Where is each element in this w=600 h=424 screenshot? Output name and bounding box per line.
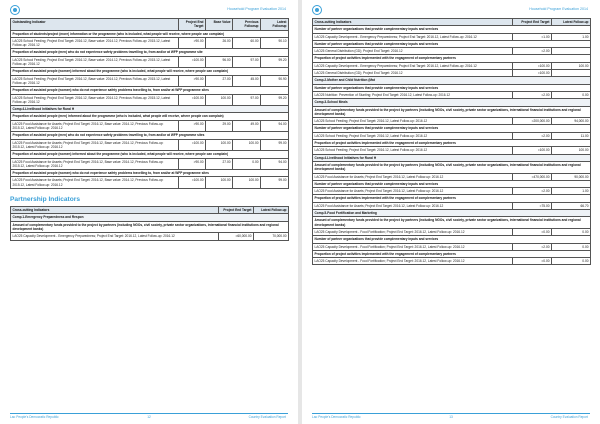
table-row [11,56,289,68]
value-cell: 1.00 [552,188,591,195]
value-cell: =200,000.00 [513,118,552,125]
value-cell: =0.00 [513,228,552,235]
value-cell: 100.00 [233,177,261,189]
table-row [313,202,591,209]
value-cell: 90.10 [261,37,289,49]
table-header-row [11,207,289,214]
table-row [313,40,591,47]
value-cell: =2.00 [513,132,552,139]
indicator-cell: Proportion of project activities implemented with the engagement of complementary partners [313,195,591,202]
data-source-cell: LAO25 Food Assistance for Assets; Project End Target: 2016.12, Latest Follow-up: 2016.12 [313,173,513,180]
data-source-cell: LAO25 Food Assistance for Assets; Project End Target: 2016.12, Latest Follow-up: 2016.12 [313,202,513,209]
right-page [302,0,600,424]
table-row [11,233,289,240]
data-source-cell: LAO25 Capacity Development - Emergency Preparedness; Project End Target: 2016.12, Latest Follow-up: 2016.12 [313,33,513,40]
indicator-cell: Proportion of project activities implemented with the engagement of complementary partners [313,140,591,147]
value-cell: =60,000.00 [219,233,254,240]
partnership-heading: Partnership Indicators [10,196,80,204]
value-cell: 0.00 [552,258,591,265]
value-cell: =2.00 [513,243,552,250]
indicator-cell: Proportion of assisted people (women) informed about the programme (who is included, what people will receive, where people can complain) [11,151,289,158]
value-cell: 99.00 [261,177,289,189]
table-row [11,68,289,75]
footer-org: Lao People's Democratic Republic [10,415,59,419]
value-cell: 0.00 [552,228,591,235]
wfp-logo-icon [10,5,20,15]
table-body [11,214,289,240]
data-source-cell: LAO25 General Distribution (GD); Project End Target: 2016.12 [313,48,513,55]
table-row [313,62,591,69]
table-row [11,75,289,87]
value-cell: >90.00 [179,37,206,49]
page-number: 12 [147,415,151,419]
value-cell: 0.00 [233,158,261,170]
table-row [313,33,591,40]
column-header: Cross-cutting Indicators [11,207,219,214]
table-row [313,180,591,187]
table-row [313,140,591,147]
value-cell: 96.00 [206,56,233,68]
section-header-cell: Comp.5-Food Fortification and Marketing [313,210,591,217]
value-cell: 100.00 [233,139,261,151]
value-cell: 70,000.00 [254,233,289,240]
page-number: 13 [449,415,453,419]
value-cell: 99.20 [261,56,289,68]
value-cell: =100.00 [513,147,552,154]
left-content [10,18,288,241]
value-cell: =2.00 [513,91,552,98]
value-cell: 60.00 [233,37,261,49]
indicator-cell: Number of partner organizations that provide complementary inputs and services [313,236,591,243]
value-cell: 100.00 [552,147,591,154]
footer-org: Lao People's Democratic Republic [312,415,361,419]
indicator-cell: Number of partner organizations that provide complementary inputs and services [313,40,591,47]
table-row [313,236,591,243]
value-cell: 94,000.00 [552,118,591,125]
left-page [0,0,298,424]
footer-doc: Country Evaluation Report [248,415,286,419]
value-cell: =1.00 [513,33,552,40]
section-header-cell: Comp.4-Livelihood Initiatives for Rural H [313,154,591,161]
table-row [313,228,591,235]
value-cell: 90.90 [261,75,289,87]
data-source-cell: LAO25 School Feeding; Project End Target: 2016.12, Base value: 2014.12, Previous Follow-up: 2015.12, Latest Follow-up: 2016.12 [11,75,179,87]
value-cell: 26.00 [206,37,233,49]
value-cell: 90,000.00 [552,173,591,180]
table-row [313,125,591,132]
table-row [313,55,591,62]
indicator-cell: Number of partner organizations that provide complementary inputs and services [313,84,591,91]
data-source-cell: LAO25 Capacity Development - Food Fortification; Project End Target: 2016.12, Latest Follow-up: 2016.12 [313,243,513,250]
header-title: Household Program Evaluation 2014 [227,7,286,11]
section-header-cell: Comp.3-School Meals [313,99,591,106]
value-cell: >90.00 [179,120,206,132]
table-row [11,94,289,106]
cross-cutting-indicators-table [312,18,591,265]
value-cell: =75.00 [513,202,552,209]
value-cell: 45.00 [233,75,261,87]
indicator-cell: Amount of complementary funds provided to the project by partners (including NGOs, civil society, private sector organizations, international financial institutions and regional development banks) [11,221,289,233]
column-header: Project End Target [513,19,552,26]
table-row [313,173,591,180]
table-header-row [11,19,289,31]
table-row [11,177,289,189]
indicator-cell: Proportion of project activities implemented with the engagement of complementary partners [313,55,591,62]
data-source-cell: LAO25 General Distribution (GD); Project End Target: 2016.12 [313,70,513,77]
table-row [313,210,591,217]
value-cell: =100.00 [513,70,552,77]
data-source-cell: LAO25 Food Assistance for Assets; Project End Target: 2016.12, Base value: 2014.12, Previous Follow-up: 2015.12, Latest Follow-up: 2016.12 [11,139,179,151]
indicator-cell: Number of partner organizations that provide complementary inputs and services [313,26,591,33]
column-header: Project End Target [219,207,254,214]
section-header-cell: Comp.4-Livelihood Initiatives for Rural H [11,106,289,113]
data-source-cell: LAO25 Food Assistance for Assets; Project End Target: 2016.12, Base value: 2014.12, Previous Follow-up: 2015.12, Latest Follow-up: 2016.12 [11,158,179,170]
value-cell: 49.00 [233,120,261,132]
value-cell: 97.00 [233,56,261,68]
column-header: Latest Follow-up [552,19,591,26]
table-body [313,26,591,265]
value-cell [552,70,591,77]
table-row [313,132,591,139]
table-row [313,99,591,106]
table-row [11,221,289,233]
column-header: Latest Follow-up [254,207,289,214]
table-row [313,77,591,84]
column-header: Base Value [206,19,233,31]
table-row [313,195,591,202]
data-source-cell: LAO25 Food Assistance for Assets; Project End Target: 2016.12, Base value: 2014.12, Previous Follow-up: 2015.12, Latest Follow-up: 2016.12 [11,120,179,132]
table-row [11,132,289,139]
table-row [313,250,591,257]
data-source-cell: LAO25 Nutrition: Prevention of Stunting; Project End Target: 2016.12, Latest Follow-up: 2016.12 [313,91,513,98]
table-row [11,49,289,56]
value-cell: 99.20 [261,94,289,106]
value-cell: 27.00 [206,158,233,170]
table-row [11,113,289,120]
table-row [313,48,591,55]
column-header: Latest Followup [261,19,289,31]
data-source-cell: LAO25 School Feeding; Project End Target: 2016.12, Base value: 2014.12, Previous Follow-up: 2015.12, Latest Follow-up: 2016.12 [11,94,179,106]
indicator-cell: Proportion of assisted people (men) who do not experience safety problems travelling to, from and/or at WFP programme site [11,49,289,56]
indicator-cell: Proportion of assisted people (women) who do not experience safety problems travelling to, from and/or at WFP programme sites [11,170,289,177]
outcome-indicators-table [10,18,289,189]
value-cell: =100.00 [513,62,552,69]
indicator-cell: Amount of complementary funds provided to the project by partners (including NGOs, civil society, private sector organizations, international financial institutions and regional development banks) [313,217,591,229]
value-cell: 99.00 [261,139,289,151]
value-cell: =100.00 [179,139,206,151]
table-row [313,243,591,250]
wfp-logo-icon [312,5,322,15]
value-cell: =470,000.00 [513,173,552,180]
value-cell: 100.00 [206,139,233,151]
value-cell: 66.70 [552,202,591,209]
table-row [11,106,289,113]
data-source-cell: LAO25 School Feeding; Project End Target: 2016.12, Latest Follow-up: 2016.12 [313,132,513,139]
table-row [11,158,289,170]
data-source-cell: LAO25 Capacity Development - Emergency Preparedness; Project End Target: 2016.12, Latest Follow-up: 2016.12 [11,233,219,240]
value-cell: 0.00 [552,243,591,250]
indicator-cell: Proportion of assisted people (women) who do not experience safety problems travelling to, from and/or at WFP programme sites [11,87,289,94]
right-content [312,18,590,265]
table-row [11,87,289,94]
indicator-cell: Amount of complementary funds provided to the project by partners (including NGOs, civil society, private sector organizations, international financial institutions and regional development banks) [313,161,591,173]
table-row [313,91,591,98]
value-cell: =2.00 [513,188,552,195]
table-row [313,154,591,161]
data-source-cell: LAO25 Capacity Development - Food Fortification; Project End Target: 2016.12, Latest Follow-up: 2016.12 [313,258,513,265]
indicator-cell: Proportion of project activities implemented with the engagement of complementary partners [313,250,591,257]
table-row [313,147,591,154]
indicator-cell: Proportion of assisted people (women) informed about the programme (who is included, what people will receive, where people can complain) [11,68,289,75]
table-row [313,26,591,33]
table-row [11,139,289,151]
value-cell: 100.00 [206,177,233,189]
value-cell: =100.00 [179,94,206,106]
value-cell: 94.00 [261,120,289,132]
value-cell: 100.00 [552,62,591,69]
table-row [11,120,289,132]
table-row [11,170,289,177]
indicator-cell: Proportion of students/project (more) information or the programme (who is included, what people will receive, where people can complain) [11,30,289,37]
data-source-cell: LAO25 Food Assistance for Assets; Project End Target: 2016.12, Latest Follow-up: 2016.12 [313,188,513,195]
value-cell: 0.00 [552,91,591,98]
value-cell: 1.00 [552,33,591,40]
value-cell: =0.00 [513,258,552,265]
header-title: Household Program Evaluation 2014 [529,7,588,11]
data-source-cell: LAO25 Capacity Development - Food Fortification; Project End Target: 2016.12, Latest Follow-up: 2016.12 [313,228,513,235]
table-row [313,188,591,195]
table-row [313,217,591,229]
section-header-cell: Comp.2-Mother and Child Nutrition (Mat [313,77,591,84]
column-header: Outstanding Indicator [11,19,179,31]
table-body [11,30,289,188]
data-source-cell: LAO25 School Feeding; Project End Target: 2016.12, Latest Follow-up: 2016.12 [313,118,513,125]
indicator-cell: Proportion of assisted people (men) who do not experience safety problems travelling to, from and/or at WFP programme sites [11,132,289,139]
table-row [313,258,591,265]
data-source-cell: LAO25 Capacity Development - Emergency Preparedness; Project End Target: 2016.12, Latest Follow-up: 2016.12 [313,62,513,69]
table-row [11,30,289,37]
value-cell: 27.00 [206,75,233,87]
table-row [11,151,289,158]
table-row [313,106,591,118]
value-cell: >90.00 [179,158,206,170]
data-source-cell: LAO25 School Feeding; Project End Target: 2016.12, Base value: 2014.12, Previous Follow-up: 2015.12, Latest Follow-up: 2016.12 [11,56,179,68]
data-source-cell: LAO25 School Feeding; Project End Target: 2016.12, Latest Follow-up: 2016.12 [313,147,513,154]
partnership-indicators-table [10,206,289,240]
footer-doc: Country Evaluation Report [550,415,588,419]
value-cell: 97.00 [233,94,261,106]
table-row [11,37,289,49]
value-cell: =2.00 [513,48,552,55]
column-header: Previous Followup [233,19,261,31]
value-cell: =100.00 [179,56,206,68]
value-cell: >90.00 [179,75,206,87]
value-cell: 29.00 [206,120,233,132]
indicator-cell: Number of partner organizations that provide complementary inputs and services [313,125,591,132]
section-header-cell: Comp.1-Emergency Preparedness and Respon [11,214,289,221]
table-header-row [313,19,591,26]
column-header: Project End Target [179,19,206,31]
value-cell: =100.00 [179,177,206,189]
table-row [313,84,591,91]
table-row [11,214,289,221]
footer-rule [312,413,590,414]
value-cell: 94.00 [261,158,289,170]
indicator-cell: Amount of complementary funds provided to the project by partners (including NGOs, civil society, private sector organizations, international financial institutions and regional development banks) [313,106,591,118]
data-source-cell: LAO25 Food Assistance for Assets; Project End Target: 2016.12, Base value: 2014.12, Previous Follow-up: 2015.12, Latest Follow-up: 2016.12 [11,177,179,189]
value-cell [552,48,591,55]
table-row [313,70,591,77]
value-cell: 100.00 [206,94,233,106]
footer-rule [10,413,288,414]
indicator-cell: Number of partner organizations that provide complementary inputs and services [313,180,591,187]
indicator-cell: Proportion of assisted people (men) informed about the programme (who is included, what people will receive, where people can complain) [11,113,289,120]
data-source-cell: LAO25 School Feeding; Project End Target: 2016.12, Base value: 2014.12, Previous Follow-up: 2015.12, Latest Follow-up: 2016.12 [11,37,179,49]
value-cell: 11.00 [552,132,591,139]
column-header: Cross-cutting Indicators [313,19,513,26]
table-row [313,161,591,173]
table-row [313,118,591,125]
